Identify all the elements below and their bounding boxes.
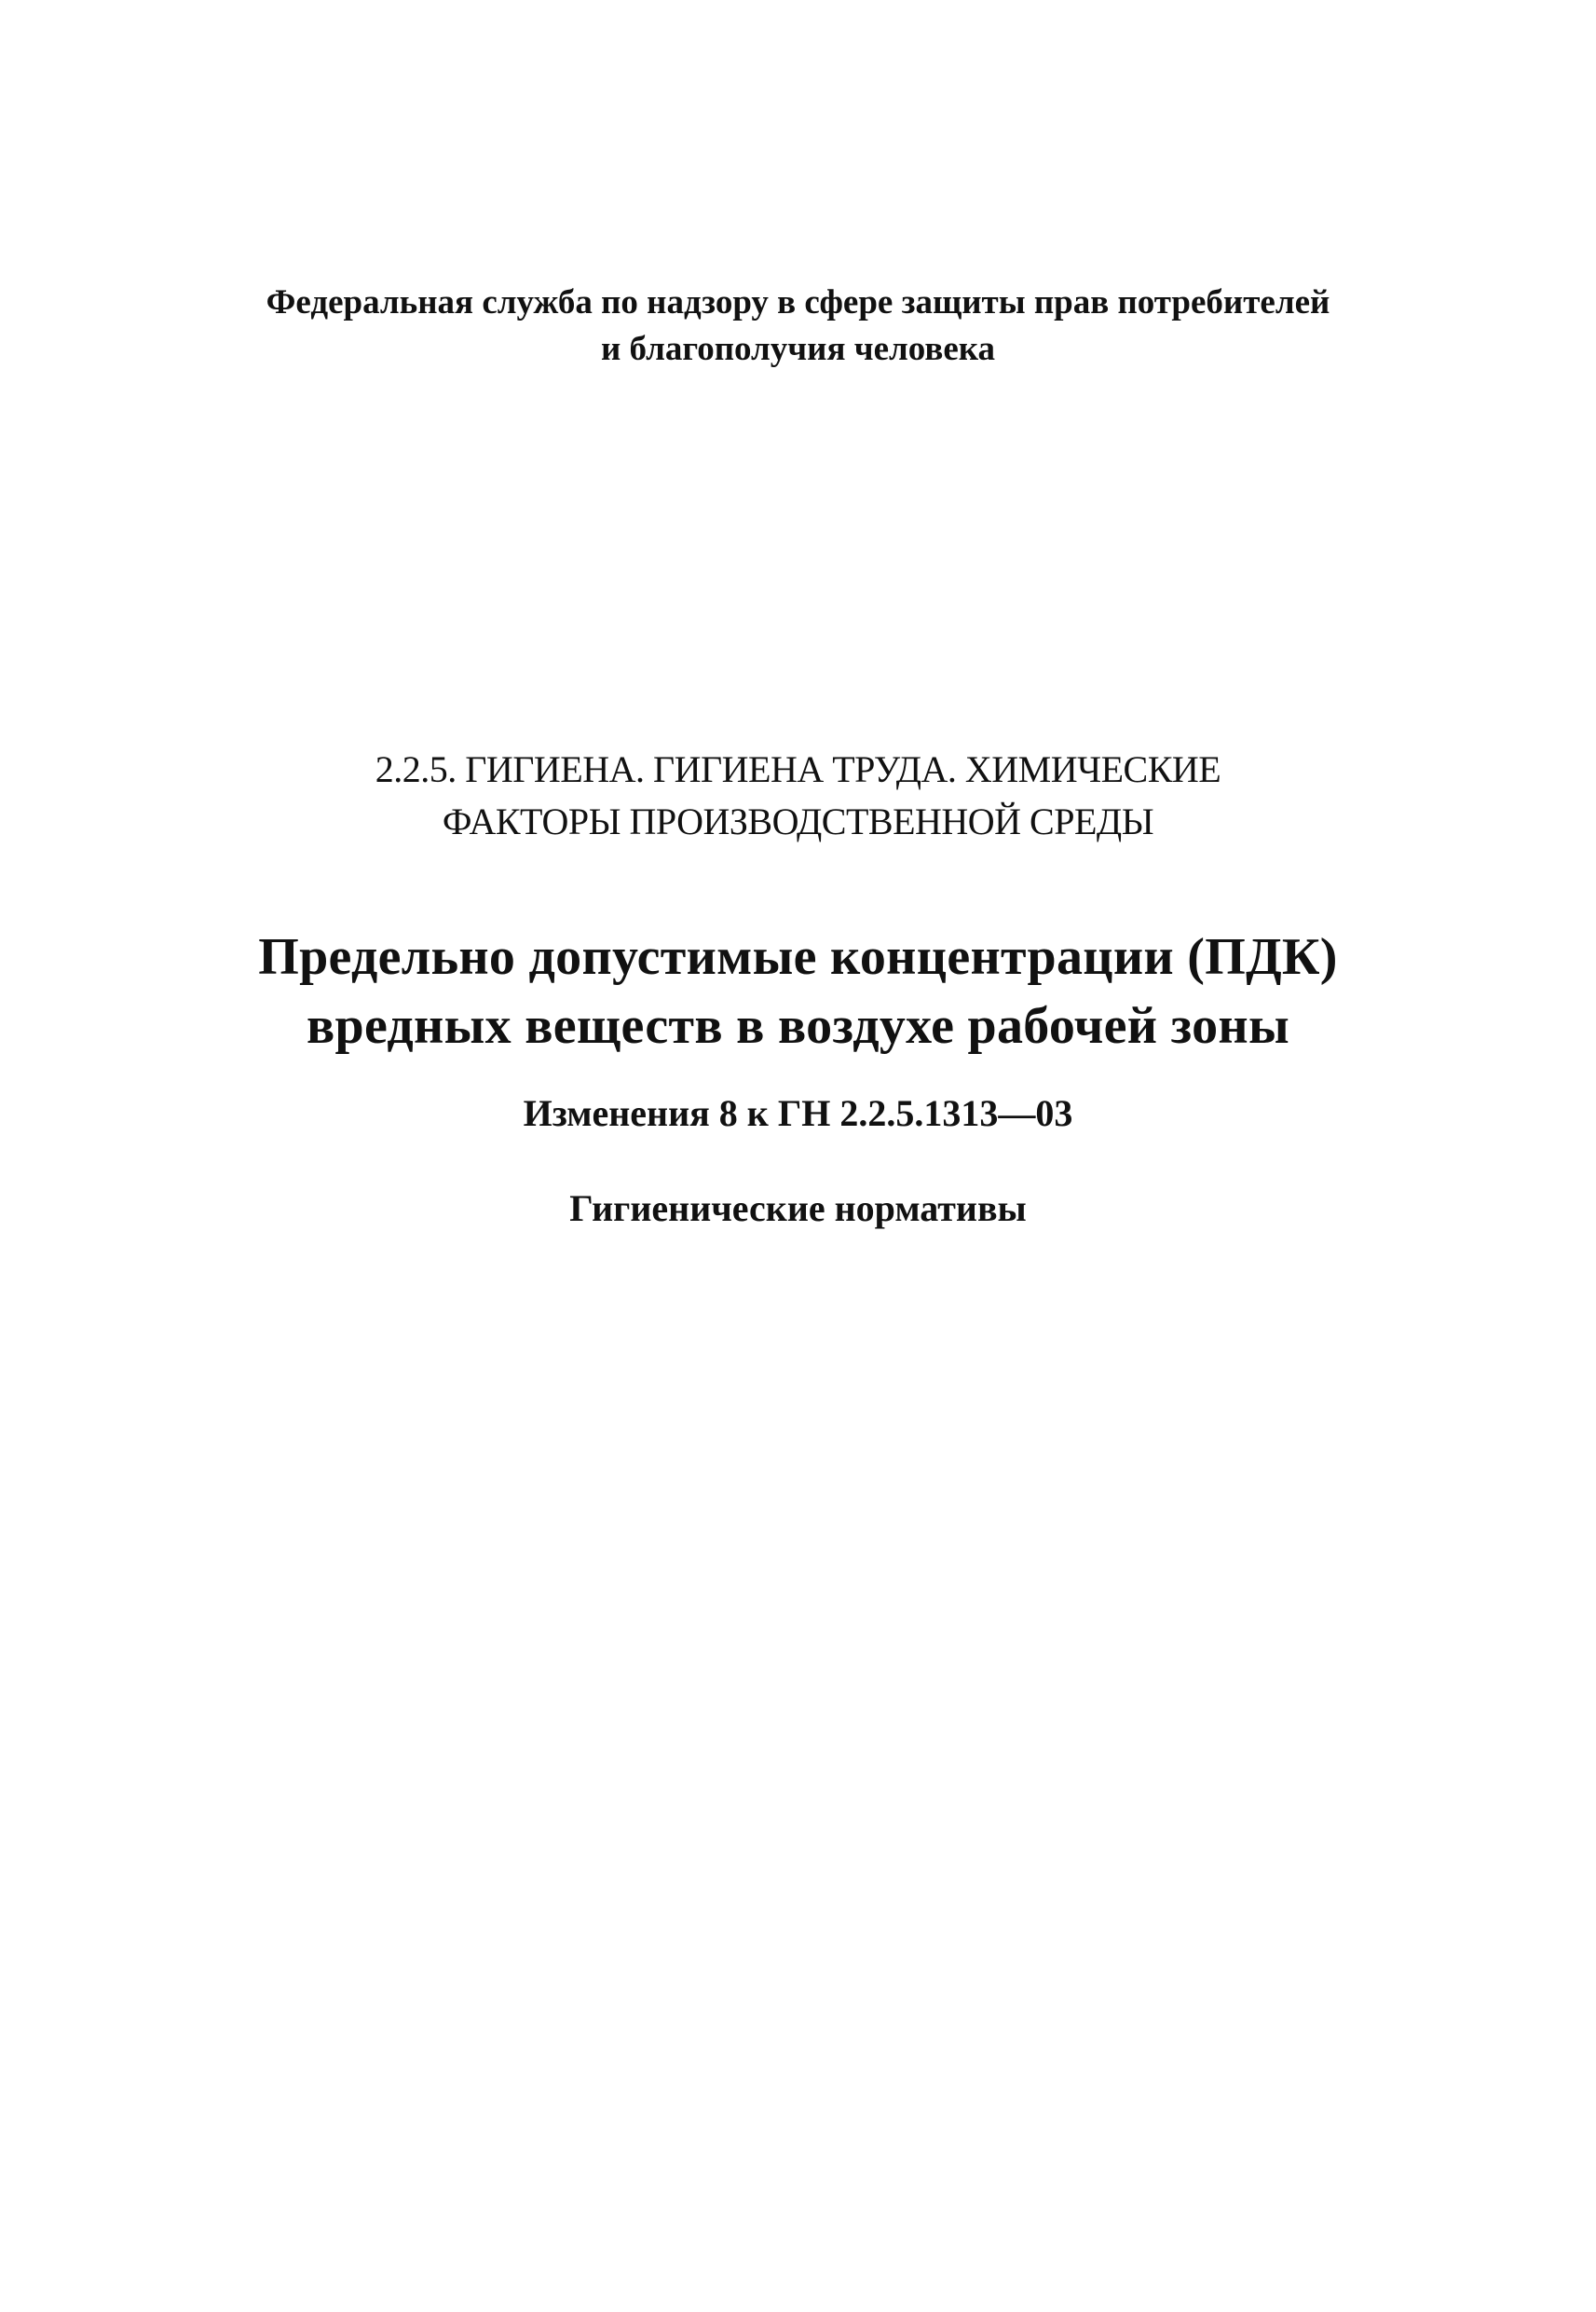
document-type bbox=[0, 1183, 1596, 1234]
amendment-text: Изменения 8 к ГН 2.2.5.1313—03 bbox=[523, 1092, 1073, 1134]
amendment-number bbox=[0, 1088, 1596, 1139]
section-heading-line-2: ФАКТОРЫ ПРОИЗВОДСТВЕННОЙ СРЕДЫ bbox=[442, 800, 1154, 842]
agency-name-line-1: Федеральная служба по надзору в сфере защиты прав потребителей bbox=[266, 283, 1330, 321]
document-title-line-2: вредных веществ в воздухе рабочей зоны bbox=[307, 997, 1289, 1055]
agency-name-line-2: и благополучия человека bbox=[600, 330, 996, 368]
section-heading-line-1: 2.2.5. ГИГИЕНА. ГИГИЕНА ТРУДА. ХИМИЧЕСКИЕ bbox=[375, 748, 1221, 790]
agency-header bbox=[0, 280, 1596, 373]
section-heading bbox=[0, 744, 1596, 848]
document-title-line-1: Предельно допустимые концентрации (ПДК) bbox=[258, 928, 1338, 986]
document-title bbox=[0, 923, 1596, 1060]
document-type-text: Гигиенические нормативы bbox=[569, 1187, 1027, 1229]
